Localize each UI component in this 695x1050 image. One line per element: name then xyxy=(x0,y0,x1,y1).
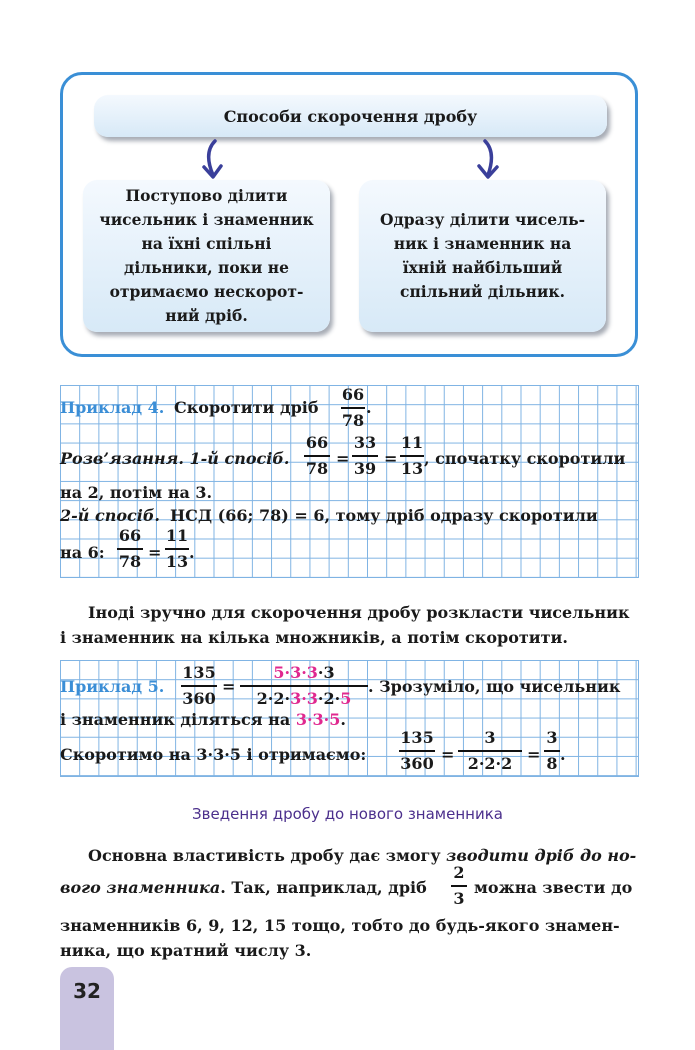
final-paragraph-line3: знаменників 6, 9, 12, 15 тощо, тобто до будь-якого знамен- xyxy=(60,916,620,935)
denominator-common-factors1: 3·3 xyxy=(290,688,318,708)
final-line1-normal: Основна властивість дробу дає змогу xyxy=(88,846,441,865)
example5-factored-fraction xyxy=(240,663,368,709)
example5-line3-fraction-3-222: 3 2·2·2 xyxy=(458,728,522,774)
example4-line4-fraction-11-13: 11 13 xyxy=(165,526,189,571)
equals-sign: = xyxy=(441,745,455,764)
example5-line2-text: і знаменник діляться на xyxy=(60,710,291,729)
example4-fraction-66-78: 66 78 xyxy=(305,433,329,478)
example4-line4-prefix: на 6: xyxy=(60,543,105,562)
example5-line3-fraction-3-8: 3 8 xyxy=(544,728,560,774)
example4-method2-label: 2-й спосіб. xyxy=(60,506,160,525)
example5-line2-factors: 3·3·5 xyxy=(295,710,341,729)
scheme-title xyxy=(94,95,607,137)
denominator-part2: ·2· xyxy=(317,688,341,708)
arrow-down-right-icon xyxy=(473,139,503,183)
denominator-common-factors2: 5 xyxy=(340,688,352,708)
example5-line3-fraction-135-360: 135 360 xyxy=(400,728,434,773)
equals-sign: = xyxy=(384,449,398,468)
example5-line2 xyxy=(60,710,346,729)
example4-line2: на 2, потім на 3. xyxy=(60,483,213,502)
middle-paragraph-line2: і знаменник на кілька множників, а потім скоротити. xyxy=(60,628,568,647)
example4-task: Скоротити дріб xyxy=(174,398,319,417)
example4-solution-label: Розв’язання. 1-й спосіб. xyxy=(60,449,290,468)
equals-sign: = xyxy=(222,677,236,696)
example5-line3-text: Скоротимо на 3·3·5 і отримаємо: xyxy=(60,745,367,764)
example4-method2-text: НСД (66; 78) = 6, тому дріб одразу скоротили xyxy=(170,506,598,525)
method-gcd-box xyxy=(359,180,606,332)
section-heading: Зведення дробу до нового знаменника xyxy=(192,805,503,823)
final-paragraph-line4: ника, що кратний числу 3. xyxy=(60,941,312,960)
example5-line3-period: . xyxy=(560,745,566,764)
example4-chain-tail: , спочатку скоротили xyxy=(424,449,626,468)
example4-task-period: . xyxy=(366,398,372,417)
example5-after-fraction: . Зрозуміло, що чисельник xyxy=(368,677,621,696)
numerator-common-factors: 5·3·3 xyxy=(273,663,318,682)
page-number: 32 xyxy=(73,979,101,1003)
method-gradual-text: Поступово ділити чисельник і знаменник на їхні спільні дільники, поки не отримаємо нескорот- ний дріб. xyxy=(99,186,314,325)
final-line2-italic: вого знаменника xyxy=(60,878,221,897)
numerator-rest: ·3 xyxy=(317,663,335,682)
final-line2-end: можна звести до xyxy=(474,878,633,897)
scheme-title-text: Способи скорочення дробу xyxy=(223,106,478,126)
equals-sign: = xyxy=(148,543,162,562)
example4-line4-period: . xyxy=(189,543,195,562)
example5-panel xyxy=(60,660,639,777)
example4-fraction-33-39: 33 39 xyxy=(353,433,377,478)
example5-fraction-135-360: 135 360 xyxy=(182,663,216,708)
example4-panel xyxy=(60,385,639,578)
final-line2-normal: . Так, наприклад, дріб xyxy=(220,878,427,897)
example4-fraction-11-13: 11 13 xyxy=(400,433,424,478)
final-paragraph-line1 xyxy=(88,846,636,865)
final-fraction-2-3: 2 3 xyxy=(451,863,467,909)
example5-line2-period: . xyxy=(340,710,346,729)
final-paragraph-line2 xyxy=(60,878,427,897)
equals-sign: = xyxy=(527,745,541,764)
example4-task-fraction: 66 78 xyxy=(341,385,365,430)
arrow-down-left-icon xyxy=(199,139,229,183)
methods-scheme xyxy=(60,72,638,357)
page-number-tab xyxy=(60,967,114,1050)
example4-line4-fraction-66-78: 66 78 xyxy=(118,526,142,571)
example5-label: Приклад 5. xyxy=(60,677,165,696)
final-line1-italic: зводити дріб до но- xyxy=(446,846,637,865)
denominator-part1: 2·2· xyxy=(256,688,291,708)
method-gradual-box xyxy=(83,180,330,332)
example4-label: Приклад 4. xyxy=(60,398,165,417)
method-gcd-text: Одразу ділити чисель- ник і знаменник на їхній найбільший спільний дільник. xyxy=(379,210,586,301)
middle-paragraph-line1: Іноді зручно для скорочення дробу розкласти чисельник xyxy=(88,603,630,622)
equals-sign: = xyxy=(336,449,350,468)
